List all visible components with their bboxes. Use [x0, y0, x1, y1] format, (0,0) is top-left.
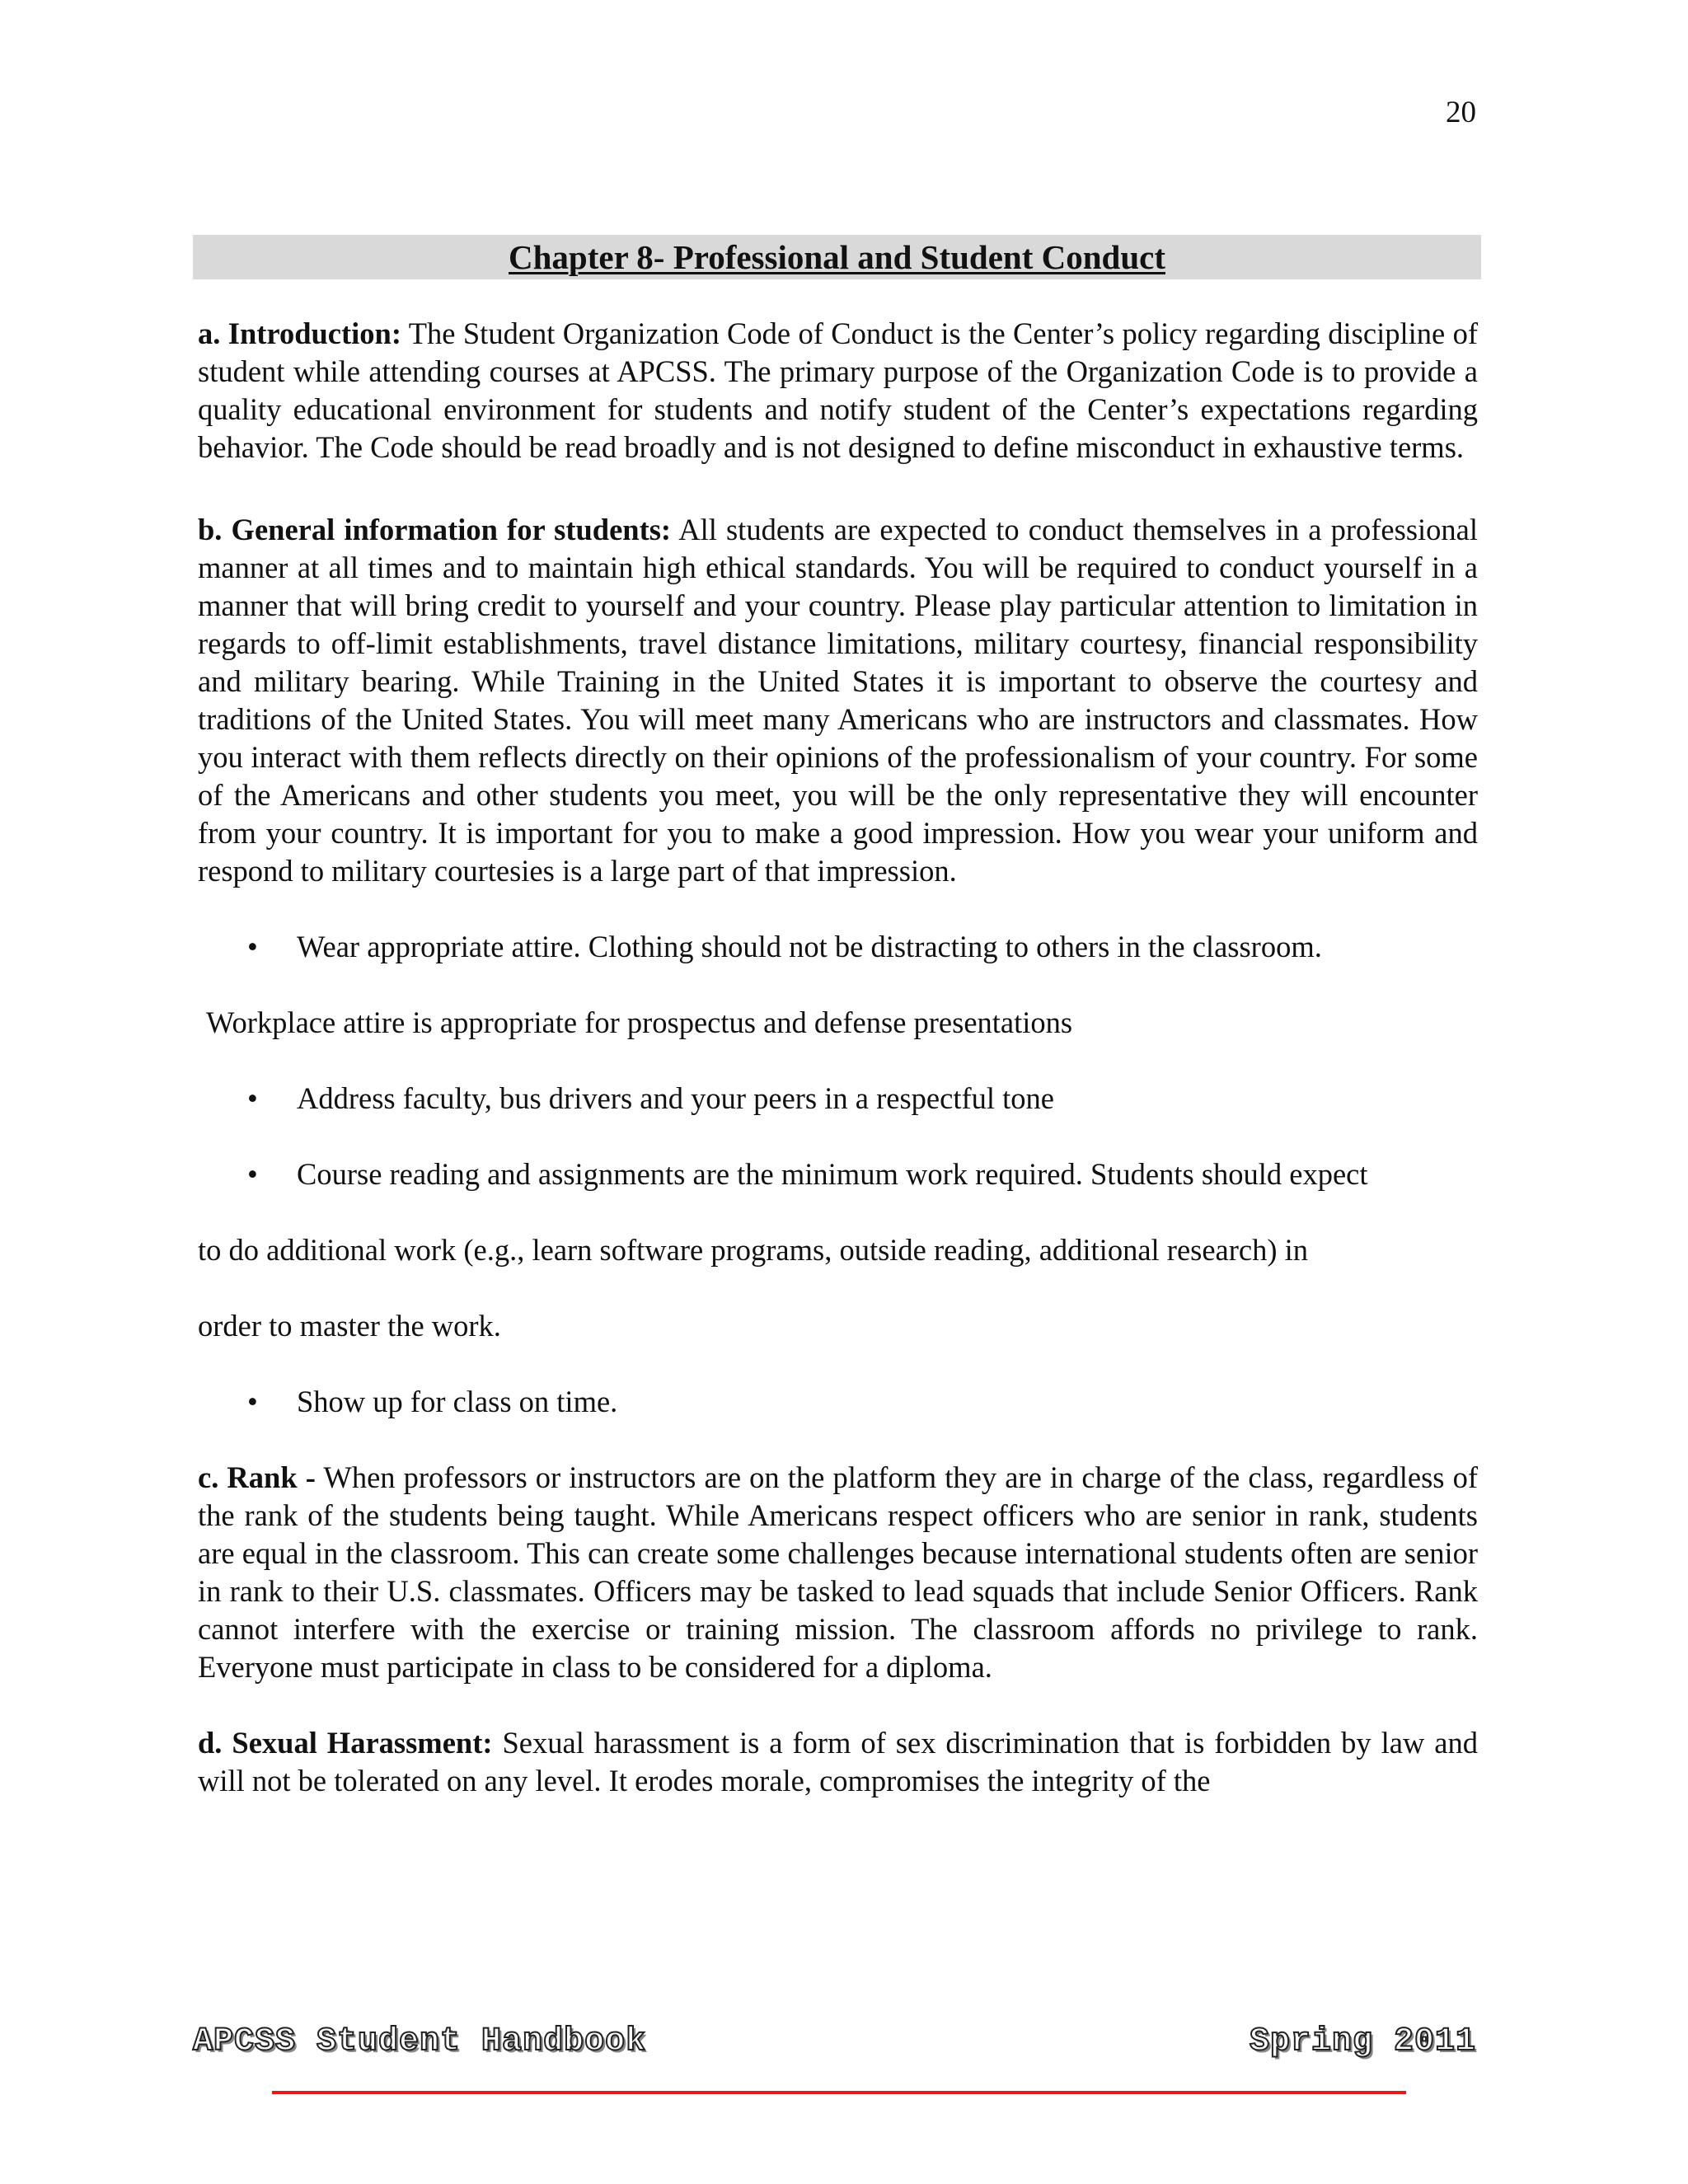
footer-edition: Spring 2011: [1249, 2023, 1476, 2060]
footer-divider-line: [272, 2091, 1406, 2094]
general-information-text: All students are expected to conduct themselves in a professional manner at all times and to maintain high ethical standards. You will be required to conduct yourself in a manner that will bring credit to yourself and your country. Please play particular attention to limitation in regards to off-limit establishments, travel distance limitations, military courtesy, financial responsibility and military bearing. While Training in the United States it is important to observe the courtesy and traditions of the United States. You will meet many Americans who are instructors and classmates. How you interact with them reflects directly on their opinions of the professionalism of your country. For some of the Americans and other students you meet, you will be the only representative they will encounter from your country. It is important for you to make a good impression. How you wear your uniform and respond to military courtesies is a large part of that impression.: [198, 513, 1479, 888]
bullet-icon: •: [247, 1081, 258, 1115]
sexual-harassment-paragraph: [198, 1724, 1478, 1800]
bullet-text: Course reading and assignments are the minimum work required. Students should expect: [297, 1157, 1368, 1191]
footer-handbook-title: APCSS Student Handbook: [193, 2023, 647, 2060]
rank-paragraph: [198, 1459, 1478, 1686]
bullet-text: Show up for class on time.: [297, 1385, 618, 1418]
bullet-item-show-up: [198, 1383, 1478, 1421]
bullet-item-course-reading: [198, 1155, 1478, 1193]
bullet-icon: •: [247, 1385, 258, 1418]
introduction-label: a. Introduction:: [198, 316, 402, 350]
workplace-attire-line: Workplace attire is appropriate for prospectus and defense presentations: [206, 1005, 1073, 1039]
bullet-icon: •: [247, 930, 258, 963]
sexual-harassment-text: Sexual harassment is a form of sex discrimination that is forbidden by law and will not be tolerated on any level. It erodes morale, compromises the integrity of the: [198, 1726, 1478, 1797]
page-content: [198, 315, 1478, 1800]
introduction-paragraph: [198, 315, 1478, 466]
bullet-item-address-faculty: [198, 1080, 1478, 1118]
general-information-label: b. General information for students:: [198, 513, 672, 546]
course-reading-continuation-2: order to master the work.: [198, 1309, 501, 1343]
bullet-icon: •: [247, 1157, 258, 1191]
bullet-item-attire: [198, 928, 1478, 966]
sexual-harassment-label: d. Sexual Harassment:: [198, 1726, 493, 1760]
rank-label: c. Rank -: [198, 1460, 316, 1494]
rank-text: When professors or instructors are on the platform they are in charge of the class, regardless of the rank of the students being taught. While Americans respect officers who are senior in rank, students are equal in the classroom. This can create some challenges because international students often are senior in rank to their U.S. classmates. Officers may be tasked to lead squads that include Senior Officers. Rank cannot interfere with the exercise or training mission. The classroom affords no privilege to rank. Everyone must participate in class to be considered for a diploma.: [198, 1460, 1478, 1684]
course-reading-continuation-1: to do additional work (e.g., learn software programs, outside reading, additional research) in: [198, 1233, 1309, 1267]
bullet-text: Address faculty, bus drivers and your peers in a respectful tone: [297, 1081, 1054, 1115]
introduction-text: The Student Organization Code of Conduct is the Center’s policy regarding discipline of student while attending courses at APCSS. The primary purpose of the Organization Code is to provide a quality educational environment for students and notify student of the Center’s expectations regarding behavior. The Code should be read broadly and is not designed to define misconduct in exhaustive terms.: [198, 316, 1479, 464]
chapter-title: Chapter 8- Professional and Student Conduct: [509, 238, 1165, 276]
chapter-banner: [193, 235, 1481, 279]
general-information-paragraph: [198, 511, 1478, 890]
page-number: 20: [1446, 96, 1476, 129]
bullet-text: Wear appropriate attire. Clothing should not be distracting to others in the classroom.: [297, 930, 1322, 963]
